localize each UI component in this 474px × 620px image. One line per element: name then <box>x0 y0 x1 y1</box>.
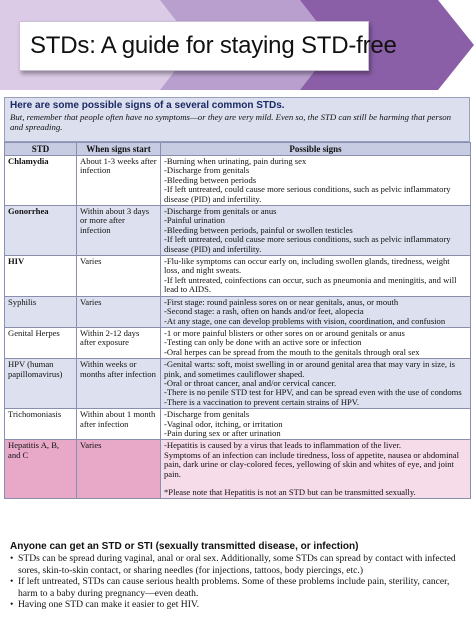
std-name: Trichomoniasis <box>5 409 77 440</box>
sign-line: -Pain during sex or after urination <box>164 427 281 438</box>
std-signs <box>161 359 471 409</box>
header-std: STD <box>5 143 77 156</box>
sign-line: -There is no penile STD test for HPV, and can be spread even with the use of condoms <box>164 387 462 398</box>
bottom-section <box>10 541 466 611</box>
title-box <box>19 21 397 71</box>
std-signs <box>161 156 471 206</box>
sign-line: -Hepatitis is caused by a virus that leads to inflammation of the liver. <box>164 440 401 451</box>
std-name: Genital Herpes <box>5 327 77 358</box>
sign-line: -Vaginal odor, itching, or irritation <box>164 418 283 429</box>
table-row <box>5 327 471 358</box>
table-row <box>5 359 471 409</box>
sign-line: -Testing can only be done with an active sore or infection <box>164 337 362 348</box>
sign-line: -If left untreated, coinfections can occur, such as pneumonia and meningitis, and will lead to AIDS. <box>164 274 457 295</box>
header-signs: Possible signs <box>161 143 471 156</box>
table-row <box>5 296 471 327</box>
std-name: Gonorrhea <box>5 206 77 256</box>
sign-line: -There is a vaccination to prevent certain strains of HPV. <box>164 396 360 407</box>
sign-line: -If left untreated, could cause more serious conditions, such as pelvic inflammatory disease (PID) and infertility. <box>164 234 451 254</box>
sign-line: -Bleeding between periods <box>164 174 257 185</box>
table-row <box>5 440 471 499</box>
std-when: Within weeks or months after infection <box>77 359 161 409</box>
std-signs <box>161 296 471 327</box>
std-when: Within 2-12 days after exposure <box>77 327 161 358</box>
sign-line: -Genital warts: soft, moist swelling in or around genital area that may vary in size, is pink, and sometimes cauliflower shaped. <box>164 359 455 379</box>
table-row <box>5 156 471 206</box>
std-table <box>4 142 471 499</box>
bottom-list <box>10 553 466 611</box>
sign-line: -1 or more painful blisters or other sores on or around genitals or anus <box>164 327 405 338</box>
sign-line: -Second stage: a rash, often on hands and/or feet, alopecia <box>164 306 364 317</box>
std-name: HIV <box>5 256 77 297</box>
std-signs <box>161 256 471 297</box>
sign-line: -Burning when urinating, pain during sex <box>164 156 307 166</box>
std-signs <box>161 409 471 440</box>
std-when: Within about 1 month after infection <box>77 409 161 440</box>
std-when: About 1-3 weeks after infection <box>77 156 161 206</box>
table-row <box>5 409 471 440</box>
sign-line: *Please note that Hepatitis is not an STD but can be transmitted sexually. <box>164 487 416 497</box>
sign-line: -Discharge from genitals or anus <box>164 206 277 217</box>
std-when: Varies <box>77 440 161 499</box>
list-item: • Having one STD can make it easier to get HIV. <box>10 599 466 611</box>
sign-line: Symptoms of an infection can include tiredness, loss of appetite, nausea or abdominal pain, dark urine or clay-colored feces, yellowing of skin and whites of eye, and joint pain. <box>164 449 459 479</box>
intro-body: But, remember that people often have no symptoms—or they are very mild. Even so, the STD can still be harming that person and spreading. <box>10 112 452 132</box>
intro-heading: Here are some possible signs of a several common STDs. <box>10 100 285 111</box>
sign-line: -Oral herpes can be spread from the mouth to the genitals through oral sex <box>164 346 420 357</box>
sign-line: -Flu-like symptoms can occur early on, including swollen glands, tiredness, weight loss, and night sweats. <box>164 256 450 276</box>
std-signs <box>161 440 471 499</box>
std-signs <box>161 327 471 358</box>
sign-line: -Painful urination <box>164 215 225 226</box>
page-title: STDs: A guide for staying STD-free <box>30 32 397 59</box>
std-when: Varies <box>77 296 161 327</box>
sign-line: -Oral or throat cancer, anal and/or cervical cancer. <box>164 377 337 388</box>
std-name: Syphilis <box>5 296 77 327</box>
header-when: When signs start <box>77 143 161 156</box>
std-name: Hepatitis A, B, and C <box>5 440 77 499</box>
sign-line: -Bleeding between periods, painful or swollen testicles <box>164 224 353 235</box>
list-item: • If left untreated, STDs can cause serious health problems. Some of these problems include pain, sterility, cancer, harm to a baby during pregnancy—even death. <box>10 576 466 599</box>
std-name: Chlamydia <box>5 156 77 206</box>
sign-line: -Discharge from genitals <box>164 165 250 176</box>
std-when: Varies <box>77 256 161 297</box>
intro-box <box>4 97 470 142</box>
std-signs <box>161 206 471 256</box>
sign-line: -At any stage, one can develop problems with vision, coordination, and confusion <box>164 315 446 326</box>
sign-line: -First stage: round painless sores on or near genitals, anus, or mouth <box>164 296 399 307</box>
std-name: HPV (human papillomavirus) <box>5 359 77 409</box>
bottom-heading: Anyone can get an STD or STI (sexually transmitted disease, or infection) <box>10 541 359 552</box>
list-item: • STDs can be spread during vaginal, anal or oral sex. Additionally, some STDs can spread by contact with infected sores, skin-to-skin contact, or sharing needles (for injections, tattoos, body piercings, etc.) <box>10 553 466 576</box>
table-header-row <box>5 143 471 156</box>
std-when: Within about 3 days or more after infection <box>77 206 161 256</box>
table-row <box>5 206 471 256</box>
sign-line: -Discharge from genitals <box>164 409 250 420</box>
sign-line: -If left untreated, could cause more serious conditions, such as pelvic inflammatory disease (PID) and infertility. <box>164 184 451 204</box>
table-row <box>5 256 471 297</box>
